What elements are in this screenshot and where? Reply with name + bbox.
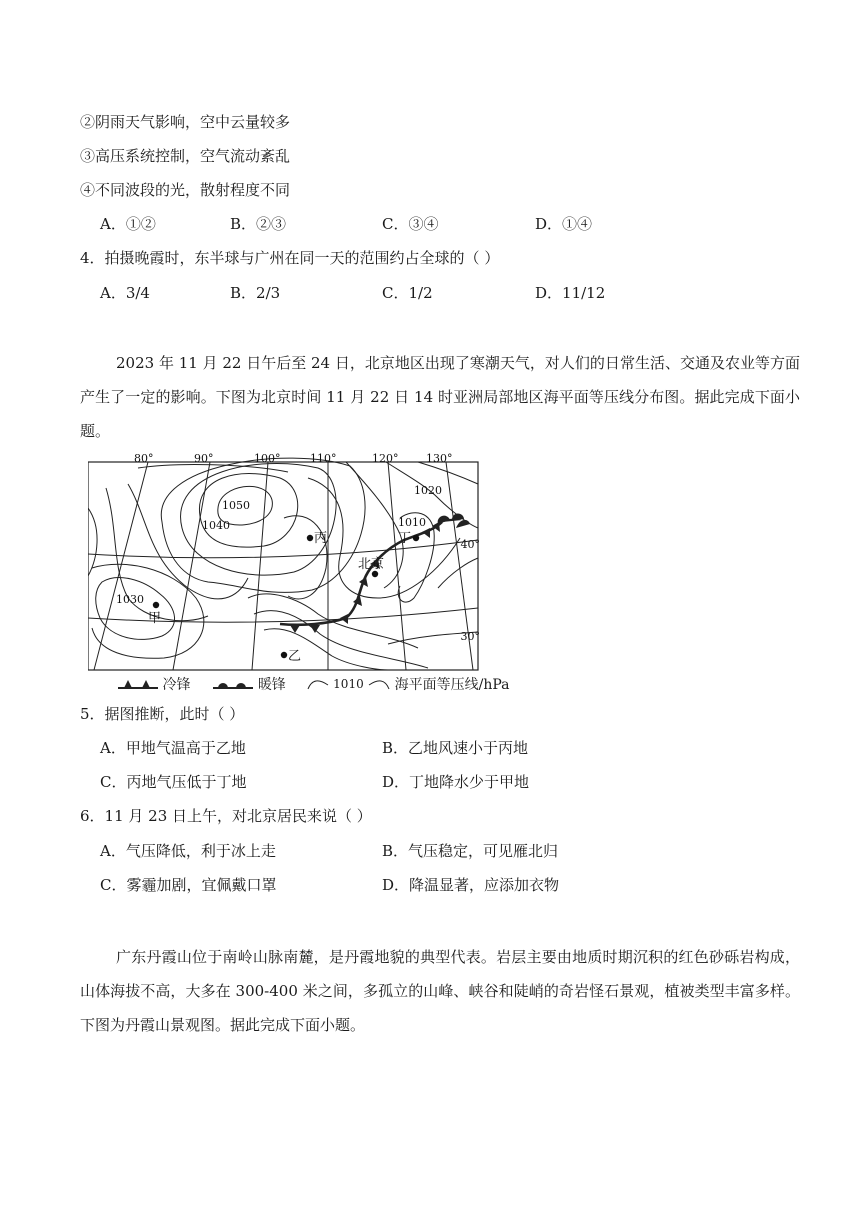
statement-4: ④不同波段的光，散射程度不同 <box>80 181 291 199</box>
q6-option-d[interactable]: D．降温显著，应添加衣物 <box>382 876 560 894</box>
q3-option-b[interactable]: B．②③ <box>230 215 287 233</box>
lon-label: 130° <box>426 452 453 465</box>
isobar-map <box>88 448 480 672</box>
q5-option-c[interactable]: C．丙地气压低于丁地 <box>100 773 247 791</box>
q4-option-b[interactable]: B．2/3 <box>230 284 281 302</box>
q4-option-c[interactable]: C．1/2 <box>382 284 433 302</box>
q6-option-b[interactable]: B．气压稳定，可见雁北归 <box>382 842 559 860</box>
place-label-beijing: 北京 <box>358 557 385 572</box>
q3-option-d[interactable]: D．①④ <box>535 215 593 233</box>
q6-option-c[interactable]: C．雾霾加剧，宜佩戴口罩 <box>100 876 277 894</box>
statement-2: ②阴雨天气影响，空中云量较多 <box>80 113 291 131</box>
q5-stem: 5．据图推断，此时（ ） <box>80 705 245 723</box>
passage-cold-wave: 2023 年 11 月 22 日午后至 24 日，北京地区出现了寒潮天气，对人们的日常生活、交通及农业等方面产生了一定的影响。下图为北京时间 11 月 22 日 14 时亚洲局部地区海平面等压线分布图。据此完成下面小题。 <box>80 354 800 440</box>
q5-option-b[interactable]: B．乙地风速小于丙地 <box>382 739 529 757</box>
q4-option-d[interactable]: D．11/12 <box>535 284 606 302</box>
lon-label: 120° <box>372 452 399 465</box>
q3-option-a[interactable]: A．①② <box>100 215 156 233</box>
q5-option-a[interactable]: A．甲地气温高于乙地 <box>100 739 246 757</box>
statement-3: ③高压系统控制，空气流动紊乱 <box>80 147 291 165</box>
place-label-jia: 甲 <box>148 611 162 626</box>
place-bing-dot <box>307 535 313 541</box>
q3-option-c[interactable]: C．③④ <box>382 215 439 233</box>
isobar-label: 1010 <box>398 516 426 529</box>
isobar-label: 1040 <box>202 519 230 532</box>
isobar-symbol <box>307 677 329 691</box>
place-jia-dot <box>153 602 159 608</box>
legend-cold-front: 冷锋 <box>162 677 191 693</box>
lon-label: 80° <box>134 452 154 465</box>
legend-warm-front: 暖锋 <box>257 677 286 693</box>
q4-option-a[interactable]: A．3/4 <box>100 284 150 302</box>
lon-label: 110° <box>310 452 337 465</box>
lat-label: 40° <box>460 538 480 551</box>
q4-stem: 4．拍摄晚霞时，东半球与广州在同一天的范围约占全球的（ ） <box>80 249 500 267</box>
place-ding-dot <box>413 535 419 541</box>
place-label-bing: 丙 <box>314 531 328 546</box>
q5-option-d[interactable]: D．丁地降水少于甲地 <box>382 773 530 791</box>
place-yi-dot <box>281 652 287 658</box>
lat-label: 30° <box>460 630 480 643</box>
isobar-label: 1020 <box>414 484 442 497</box>
cold-front-symbol <box>118 677 158 691</box>
place-label-ding: 丁 <box>398 531 412 546</box>
warm-front-symbol <box>213 677 253 691</box>
lon-label: 100° <box>254 452 281 465</box>
isobar-symbol <box>368 677 390 691</box>
legend-isobar-value: 1010 <box>333 677 364 691</box>
lon-label: 90° <box>194 452 214 465</box>
q6-stem: 6．11 月 23 日上午，对北京居民来说（ ） <box>80 807 372 825</box>
passage-danxia: 广东丹霞山位于南岭山脉南麓，是丹霞地貌的典型代表。岩层主要由地质时期沉积的红色砂砾岩构成，山体海拔不高，大多在 300-400 米之间，多孤立的山峰、峡谷和陡峭的奇岩怪石景观，植被类型丰富多样。下图为丹霞山景观图。据此完成下面小题。 <box>80 948 800 1034</box>
legend-isobar-label: 海平面等压线/hPa <box>394 677 510 693</box>
isobar-label: 1050 <box>222 499 250 512</box>
q6-option-a[interactable]: A．气压降低，利于冰上走 <box>100 842 276 860</box>
isobar-label: 1030 <box>116 593 144 606</box>
map-legend <box>118 674 510 696</box>
place-label-yi: 乙 <box>288 649 302 664</box>
